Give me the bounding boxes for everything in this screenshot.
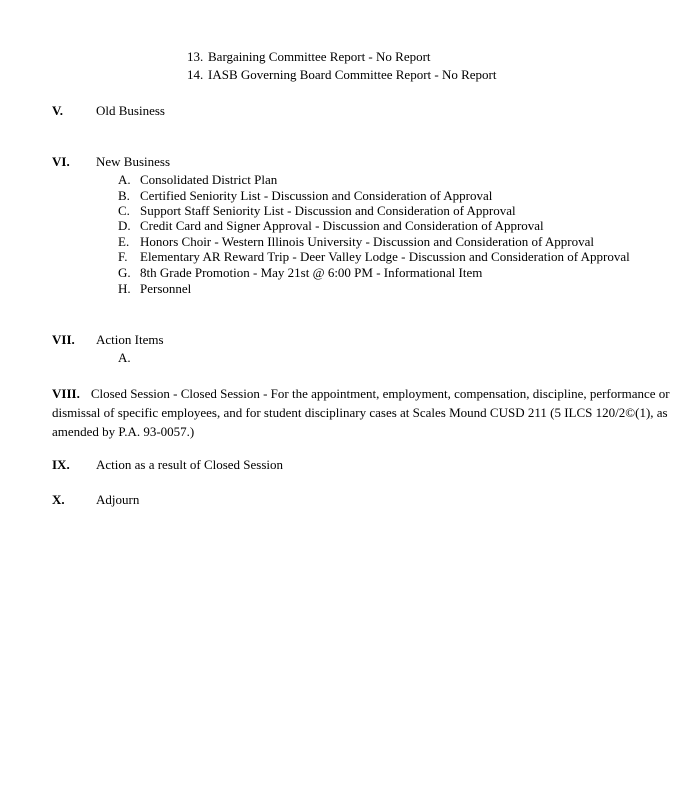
list-item: Elementary AR Reward Trip - Deer Valley Lodge - Discussion and Consideration of Approval (140, 249, 630, 264)
list-item-letter: H. (118, 281, 131, 296)
list-item-letter: B. (118, 188, 130, 203)
list-item: Consolidated District Plan (140, 172, 278, 187)
list-item: Certified Seniority List - Discussion and Consideration of Approval (140, 188, 493, 203)
list-item-letter: E. (118, 234, 130, 249)
item-text: Bargaining Committee Report - No Report (208, 49, 431, 64)
section-number: VII. (52, 332, 75, 347)
section-closed-session (52, 384, 692, 441)
list-item-letter: G. (118, 265, 131, 280)
list-item: 8th Grade Promotion - May 21st @ 6:00 PM - Informational Item (140, 265, 483, 280)
section-text: Closed Session - Closed Session - For the appointment, employment, compensation, discipline, performance or dismissal of specific employees, and for student disciplinary cases at Scales Mound CUSD 211 (5 ILCS 120/2©(1), as amended by P.A. 93-0057.) (52, 386, 670, 439)
section-number: VIII. (52, 386, 80, 401)
list-item-letter: A. (118, 350, 131, 365)
section-title: Action Items (96, 332, 164, 347)
list-item: Personnel (140, 281, 192, 296)
section-title: Old Business (96, 103, 165, 118)
list-item: Honors Choir - Western Illinois University - Discussion and Consideration of Approval (140, 234, 595, 249)
section-title: Adjourn (96, 492, 140, 507)
section-title: Action as a result of Closed Session (96, 457, 284, 472)
section-number: X. (52, 492, 65, 507)
list-item: Support Staff Seniority List - Discussion and Consideration of Approval (140, 203, 516, 218)
list-item-letter: D. (118, 218, 131, 233)
list-item-letter: C. (118, 203, 130, 218)
section-number: VI. (52, 154, 70, 169)
list-item-letter: F. (118, 249, 128, 264)
section-title: New Business (96, 154, 171, 169)
list-item-letter: A. (118, 172, 131, 187)
section-number: IX. (52, 457, 70, 472)
item-number: 14. (187, 67, 204, 82)
item-text: IASB Governing Board Committee Report - No Report (208, 67, 497, 82)
section-number: V. (52, 103, 63, 118)
list-item: Credit Card and Signer Approval - Discussion and Consideration of Approval (140, 218, 544, 233)
item-number: 13. (187, 49, 204, 64)
